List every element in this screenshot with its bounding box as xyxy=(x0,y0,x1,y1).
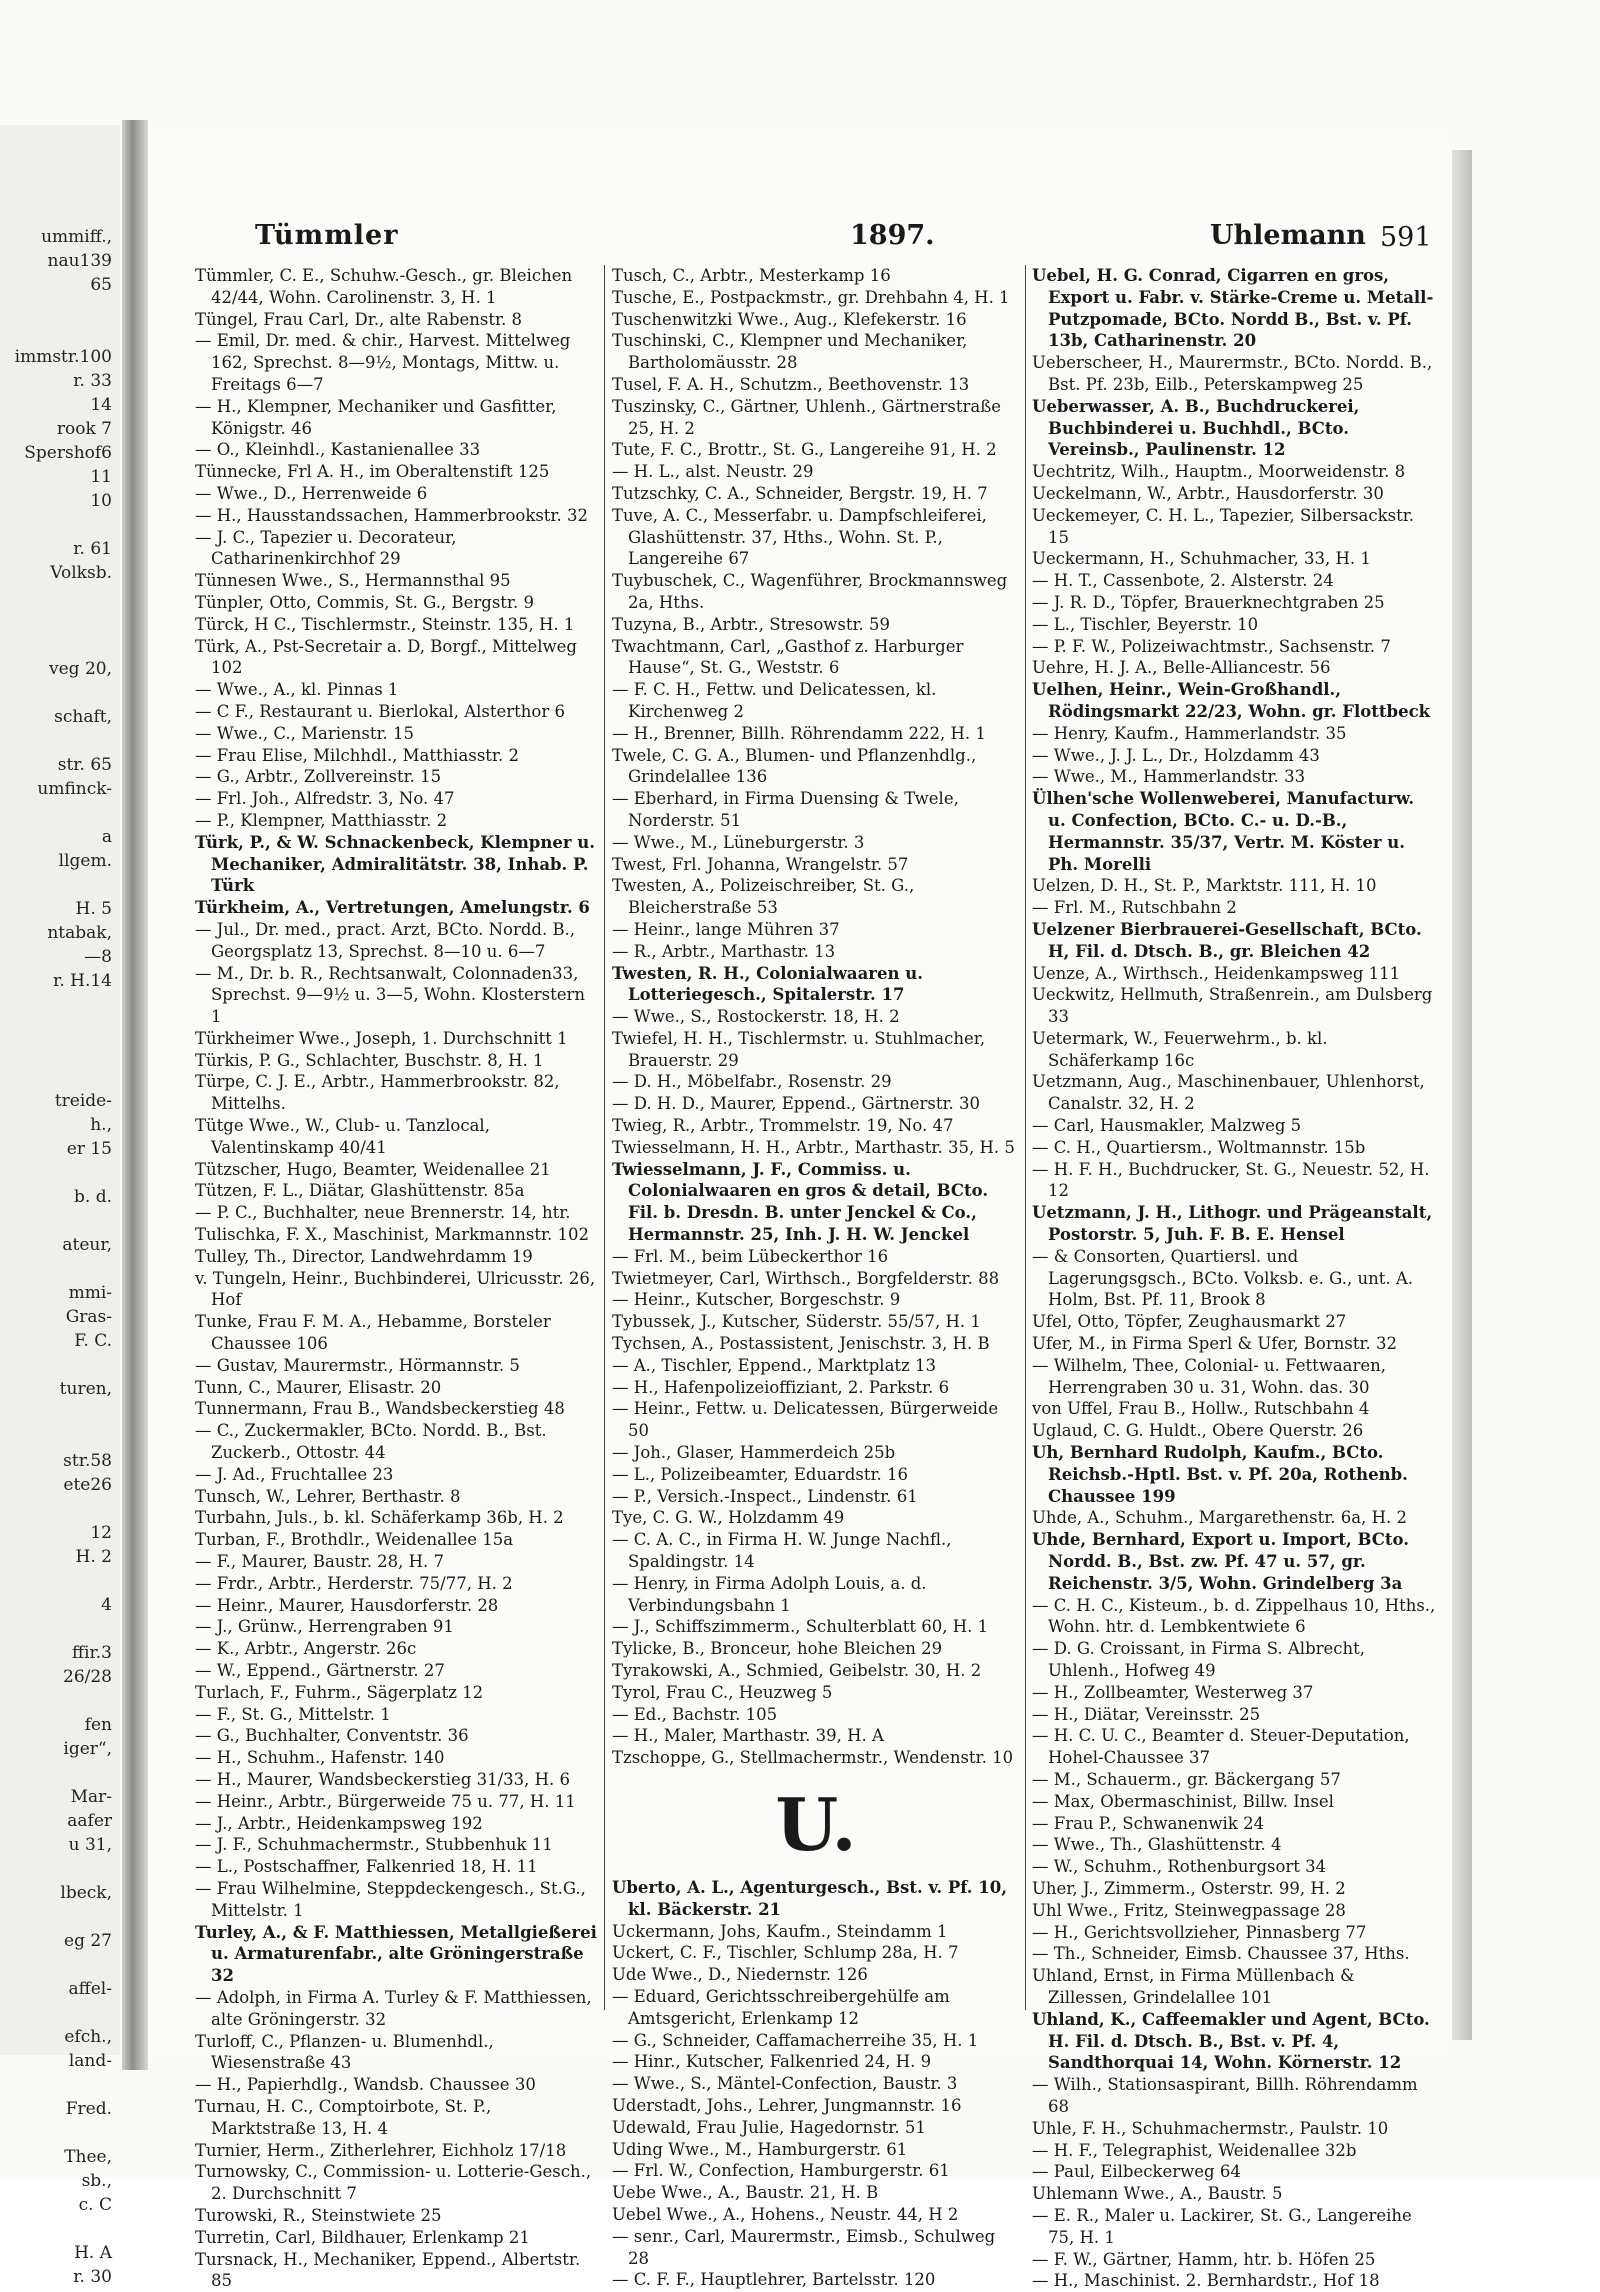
directory-entry: — H. F. H., Buchdrucker, St. G., Neuestr. 52, H. 12 xyxy=(1032,1159,1430,1201)
directory-entry: Uderstadt, Johs., Lehrer, Jungmannstr. 16 xyxy=(612,2095,962,2115)
margin-text-line: 26/28 xyxy=(63,1667,112,1687)
margin-text-line: Thee, xyxy=(64,2147,112,2167)
directory-entry: Tützen, F. L., Diätar, Glashüttenstr. 85a xyxy=(195,1181,525,1201)
directory-entry: Uebel Wwe., A., Hohens., Neustr. 44, H 2 xyxy=(612,2204,959,2224)
directory-entry: Ude Wwe., D., Niedernstr. 126 xyxy=(612,1965,868,1985)
directory-entry: — Th., Schneider, Eimsb. Chaussee 37, Hths. xyxy=(1032,1944,1410,1964)
directory-entry: — L., Polizeibeamter, Eduardstr. 16 xyxy=(612,1464,909,1484)
page-header xyxy=(200,220,1432,260)
directory-entry: von Uffel, Frau B., Hollw., Rutschbahn 4 xyxy=(1032,1399,1370,1419)
margin-text-line: ffir.3 xyxy=(72,1643,112,1663)
directory-entry: Türkheimer Wwe., Joseph, 1. Durchschnitt 1 xyxy=(195,1028,568,1048)
margin-text-line xyxy=(2,1497,118,1521)
directory-entry: Ueckwitz, Hellmuth, Straßenrein., am Dulsberg 33 xyxy=(1032,985,1433,1027)
directory-entry: Turnowsky, C., Commission- u. Lotterie-Gesch., 2. Durchschnitt 7 xyxy=(195,2162,592,2204)
header-right-title: Uhlemann xyxy=(1210,220,1366,251)
directory-entry: Türk, P., & W. Schnackenbeck, Klempner u. Mechaniker, Admiralitätstr. 38, Inhab. P. Türk xyxy=(195,832,596,896)
directory-entry: Uetermark, W., Feuerwehrm., b. kl. Schäferkamp 16c xyxy=(1032,1028,1328,1070)
directory-entry: Uelzen, D. H., St. P., Marktstr. 111, H. 10 xyxy=(1032,876,1377,896)
directory-entry: — H., Hafenpolizeioffiziant, 2. Parkstr. 6 xyxy=(612,1377,950,1397)
directory-entry: Uelzener Bierbrauerei-Gesellschaft, BCto. H, Fil. d. Dtsch. B., gr. Bleichen 42 xyxy=(1032,919,1422,961)
directory-entry: Uhle, F. H., Schuhmachermstr., Paulstr. 10 xyxy=(1032,2118,1389,2138)
margin-text-line: iger“, xyxy=(63,1739,112,1759)
margin-text-line xyxy=(2,2121,118,2145)
directory-entry: Tyrakowski, A., Schmied, Geibelstr. 30, H. 2 xyxy=(612,1661,982,1680)
directory-entry: Uelhen, Heinr., Wein-Großhandl., Rödingsmarkt 22/23, Wohn. gr. Flottbeck xyxy=(1032,680,1431,721)
margin-text-line: str.58 xyxy=(63,1451,112,1471)
directory-entry: — Eduard, Gerichtsschreibergehülfe am Amtsgericht, Erlenkamp 12 xyxy=(612,1986,950,2028)
directory-entry: — Wwe., M., Lüneburgerstr. 3 xyxy=(612,832,865,852)
directory-entry: Tzschoppe, G., Stellmachermstr., Wendenstr. 10 xyxy=(612,1748,1014,1768)
directory-entry: Uhland, K., Caffeemakler und Agent, BCto. H. Fil. d. Dtsch. B., Bst. v. Pf. 4, Sandthorquai 14, Wohn. Körnerstr. 12 xyxy=(1032,2009,1430,2073)
directory-entry: Twiesselmann, J. F., Commiss. u. Colonialwaaren en gros & detail, BCto. Fil. b. Dresdn. B. unter Jenckel & Co., Hermannstr. 25, Inh. J. H. W. Jenckel xyxy=(612,1159,989,1245)
margin-text-line xyxy=(2,1761,118,1785)
directory-entry: — Wwe., S., Mäntel-Confection, Baustr. 3 xyxy=(612,2074,958,2094)
directory-entry: — Frl. M., Rutschbahn 2 xyxy=(1032,898,1237,918)
directory-entry: — Joh., Glaser, Hammerdeich 25b xyxy=(612,1443,896,1463)
margin-text-line xyxy=(2,585,118,609)
directory-entry: — G., Buchhalter, Conventstr. 36 xyxy=(195,1726,469,1746)
directory-entry: — H., Hausstandssachen, Hammerbrookstr. 32 xyxy=(195,505,588,525)
directory-entry: — L., Postschaffner, Falkenried 18, H. 11 xyxy=(195,1857,538,1877)
directory-entry: — F., Maurer, Baustr. 28, H. 7 xyxy=(195,1552,445,1572)
margin-text-line xyxy=(2,873,118,897)
directory-entry: Uebe Wwe., A., Baustr. 21, H. B xyxy=(612,2183,879,2203)
section-letter: U. xyxy=(775,1781,857,1867)
directory-entry: Turloff, C., Pflanzen- u. Blumenhdl., Wiesenstraße 43 xyxy=(195,2031,494,2073)
directory-entry: Ueckemeyer, C. H. L., Tapezier, Silbersackstr. 15 xyxy=(1032,505,1415,547)
margin-text-line: 10 xyxy=(90,491,112,511)
left-margin-text xyxy=(2,225,118,2289)
directory-entry: — P., Klempner, Matthiasstr. 2 xyxy=(195,810,448,830)
directory-entry: — Frau Wilhelmine, Steppdeckengesch., St.G., Mittelstr. 1 xyxy=(195,1878,586,1920)
margin-text-line xyxy=(2,1353,118,1377)
directory-entry: Twiesselmann, H. H., Arbtr., Marthastr. 35, H. 5 xyxy=(612,1137,1015,1157)
directory-entry: — Wwe., Th., Glashüttenstr. 4 xyxy=(1032,1835,1282,1855)
margin-text-line xyxy=(2,1257,118,1281)
margin-text-line: lbeck, xyxy=(60,1883,112,1903)
directory-entry: Ufel, Otto, Töpfer, Zeughausmarkt 27 xyxy=(1032,1312,1347,1332)
margin-text-line: schaft, xyxy=(54,707,112,727)
directory-entry: Uckermann, Johs, Kaufm., Steindamm 1 xyxy=(612,1921,948,1941)
directory-entry: — H., Klempner, Mechaniker und Gasfitter, Königstr. 46 xyxy=(195,396,557,438)
directory-entry: Tuzyna, B., Arbtr., Stresowstr. 59 xyxy=(612,614,891,634)
margin-text-line: H. A xyxy=(74,2243,112,2263)
directory-entry: — Heinr., Maurer, Hausdorferstr. 28 xyxy=(195,1595,499,1615)
margin-text-line: nau139 xyxy=(47,251,112,271)
directory-entry: — Heinr., Arbtr., Bürgerweide 75 u. 77, H. 11 xyxy=(195,1791,576,1811)
margin-text-line: 65 xyxy=(90,275,112,295)
directory-entry: Tuszinsky, C., Gärtner, Uhlenh., Gärtnerstraße 25, H. 2 xyxy=(612,396,1002,438)
margin-text-line: b. d. xyxy=(74,1187,112,1207)
directory-entry: Uetzmann, J. H., Lithogr. und Prägeanstalt, Postorstr. 5, Juh. F. B. E. Hensel xyxy=(1032,1203,1433,1245)
margin-text-line: 4 xyxy=(101,1595,112,1615)
directory-entry: — C. A. C., in Firma H. W. Junge Nachfl., Spaldingstr. 14 xyxy=(612,1530,952,1572)
directory-entry: Uher, J., Zimmerm., Osterstr. 99, H. 2 xyxy=(1032,1878,1346,1898)
directory-entry: Uglaud, C. G. Huldt., Obere Querstr. 26 xyxy=(1032,1421,1364,1441)
directory-entry: — E. R., Maler u. Lackirer, St. G., Langereihe 75, H. 1 xyxy=(1032,2205,1412,2247)
margin-text-line: eg 27 xyxy=(64,1931,112,1951)
directory-entry: Tusche, E., Postpackmstr., gr. Drehbahn 4, H. 1 xyxy=(612,287,1010,307)
directory-entry: — A., Tischler, Eppend., Marktplatz 13 xyxy=(612,1355,936,1375)
margin-text-line: llgem. xyxy=(58,851,112,871)
directory-entry: — Wilhelm, Thee, Colonial- u. Fettwaaren, Herrengraben 30 u. 31, Wohn. das. 30 xyxy=(1032,1355,1387,1397)
directory-entry: — P. F. W., Polizeiwachtmstr., Sachsenstr. 7 xyxy=(1032,636,1391,656)
directory-entry: Uebel, H. G. Conrad, Cigarren en gros, Export u. Fabr. v. Stärke-Creme u. Metall-Putzpomade, BCto. Nordd B., Bst. v. Pf. 13b, Catharinenstr. 20 xyxy=(1032,266,1434,351)
margin-text-line: aafer xyxy=(67,1811,112,1831)
directory-entry: — & Consorten, Quartiersl. und Lagerungsgsch., BCto. Volksb. e. G., unt. A. Holm, Bst. Pf. 11, Brook 8 xyxy=(1032,1246,1413,1310)
directory-entry: Twesten, A., Polizeischreiber, St. G., Bleicherstraße 53 xyxy=(612,876,915,918)
directory-entry: Uhland, Ernst, in Firma Müllenbach & Zillessen, Grindelallee 101 xyxy=(1032,1966,1355,2007)
directory-entry: Tye, C. G. W., Holzdamm 49 xyxy=(612,1508,845,1528)
header-left-title: Tümmler xyxy=(255,220,399,251)
margin-text-line: treide- xyxy=(54,1091,112,1111)
directory-entry: — H., Brenner, Billh. Röhrendamm 222, H. 1 xyxy=(612,723,986,743)
margin-text-line: Volksb. xyxy=(50,563,112,583)
page-number: 591 xyxy=(1380,222,1432,253)
margin-text-line: a xyxy=(101,827,112,847)
directory-entry: — Wwe., M., Hammerlandstr. 33 xyxy=(1032,767,1306,787)
directory-entry: — Gustav, Maurermstr., Hörmannstr. 5 xyxy=(195,1355,520,1375)
directory-entry: — Frl. Joh., Alfredstr. 3, No. 47 xyxy=(195,789,455,809)
directory-entry: Uh, Bernhard Rudolph, Kaufm., BCto. Reichsb.-Hptl. Bst. v. Pf. 20a, Rothenb. Chaussee 199 xyxy=(1032,1443,1408,1506)
directory-entry: Uhde, Bernhard, Export u. Import, BCto. Nordd. B., Bst. zw. Pf. 47 u. 57, gr. Reichenstr. 3/5, Wohn. Grindelberg 3a xyxy=(1032,1530,1409,1593)
directory-entry: — J., Schiffszimmerm., Schulterblatt 60, H. 1 xyxy=(612,1617,989,1637)
directory-entry: Ufer, M., in Firma Sperl & Ufer, Bornstr. 32 xyxy=(1032,1334,1398,1354)
directory-entry: Tuschinski, C., Klempner und Mechaniker, Bartholomäusstr. 28 xyxy=(612,331,968,373)
directory-entry: Uetzmann, Aug., Maschinenbauer, Uhlenhorst, Canalstr. 32, H. 2 xyxy=(1032,1072,1425,1114)
directory-entry: — J. F., Schuhmachermstr., Stubbenhuk 11 xyxy=(195,1835,553,1855)
directory-entry: Tunn, C., Maurer, Elisastr. 20 xyxy=(195,1377,442,1397)
directory-entry: — Frau P., Schwanenwik 24 xyxy=(1032,1813,1265,1833)
directory-entry: Ueberwasser, A. B., Buchdruckerei, Buchbinderei u. Buchhdl., BCto. Vereinsb., Paulinenstr. 12 xyxy=(1032,396,1360,460)
directory-page xyxy=(150,125,1450,2291)
directory-entry: — G., Arbtr., Zollvereinstr. 15 xyxy=(195,767,442,787)
directory-entry: — J. Ad., Fruchtallee 23 xyxy=(195,1464,394,1484)
directory-entry: — C., Zuckermakler, BCto. Nordd. B., Bst. Zuckerb., Ottostr. 44 xyxy=(195,1421,547,1463)
directory-entry: — senr., Carl, Maurermstr., Eimsb., Schulweg 28 xyxy=(612,2226,996,2268)
margin-text-line: ntabak, xyxy=(47,923,112,943)
directory-entry: — Wwe., J. J. L., Dr., Holzdamm 43 xyxy=(1032,745,1320,765)
margin-text-line xyxy=(2,609,118,633)
directory-entry: — H., Diätar, Vereinsstr. 25 xyxy=(1032,1704,1261,1724)
margin-text-line xyxy=(2,993,118,1017)
directory-entry: Uhlemann Wwe., A., Baustr. 5 xyxy=(1032,2184,1283,2204)
margin-text-line: sb., xyxy=(81,2171,112,2191)
margin-text-line: immstr.100 xyxy=(14,347,112,367)
directory-entry: Tusel, F. A. H., Schutzm., Beethovenstr. 13 xyxy=(612,374,970,394)
margin-text-line: c. C xyxy=(78,2195,112,2215)
margin-text-line xyxy=(2,1953,118,1977)
directory-entry: — J. R. D., Töpfer, Brauerknechtgraben 25 xyxy=(1032,592,1385,612)
directory-entry: — Frl. W., Confection, Hamburgerstr. 61 xyxy=(612,2161,950,2181)
margin-text-line xyxy=(2,1425,118,1449)
margin-text-line: h., xyxy=(90,1115,112,1135)
margin-text-line xyxy=(2,729,118,753)
directory-entry: — H., Gerichtsvollzieher, Pinnasberg 77 xyxy=(1032,1922,1367,1942)
directory-entry: — J., Arbtr., Heidenkampsweg 192 xyxy=(195,1813,483,1833)
directory-entry: — Wwe., S., Rostockerstr. 18, H. 2 xyxy=(612,1007,900,1027)
directory-entry: Ueckermann, H., Schuhmacher, 33, H. 1 xyxy=(1032,549,1371,569)
book-gutter xyxy=(122,120,148,2070)
directory-entry: — H., Maler, Marthastr. 39, H. A xyxy=(612,1726,884,1746)
margin-text-line: F. C. xyxy=(74,1331,112,1351)
directory-entry: Tyrol, Frau C., Heuzweg 5 xyxy=(612,1682,833,1702)
margin-text-line: str. 65 xyxy=(57,755,112,775)
margin-text-line xyxy=(2,2001,118,2025)
directory-entry: — Heinr., Kutscher, Borgeschstr. 9 xyxy=(612,1290,901,1310)
directory-entry: — Wwe., C., Marienstr. 15 xyxy=(195,723,415,743)
header-year: 1897. xyxy=(850,220,935,251)
directory-entry: — Eberhard, in Firma Duensing & Twele, Norderstr. 51 xyxy=(612,789,959,830)
directory-entry: Twietmeyer, Carl, Wirthsch., Borgfelderstr. 88 xyxy=(612,1268,1000,1288)
directory-entry: Udewald, Frau Julie, Hagedornstr. 51 xyxy=(612,2117,926,2137)
directory-entry: Turley, A., & F. Matthiessen, Metallgießerei u. Armaturenfabr., alte Gröningerstraße 32 xyxy=(195,1922,597,1986)
directory-entry: — F., St. G., Mittelstr. 1 xyxy=(195,1704,391,1724)
directory-entry: — Henry, in Firma Adolph Louis, a. d. Verbindungsbahn 1 xyxy=(612,1573,927,1615)
margin-text-line: r. 61 xyxy=(73,539,112,559)
margin-text-line: r. 30 xyxy=(73,2267,112,2287)
directory-entry: Türck, H C., Tischlermstr., Steinstr. 135, H. 1 xyxy=(195,614,575,634)
directory-entry: Tusch, C., Arbtr., Mesterkamp 16 xyxy=(612,266,891,285)
directory-entry: — K., Arbtr., Angerstr. 26c xyxy=(195,1639,417,1659)
directory-entry: — Emil, Dr. med. & chir., Harvest. Mittelweg 162, Sprechst. 8—9½, Montags, Mittw. u. Freitags 6—7 xyxy=(195,331,571,394)
directory-column-3 xyxy=(1032,265,1437,2292)
directory-entry: Tybussek, J., Kutscher, Süderstr. 55/57, H. 1 xyxy=(612,1312,981,1332)
directory-entry: — M., Schauerm., gr. Bäckergang 57 xyxy=(1032,1769,1341,1789)
directory-entry: v. Tungeln, Heinr., Buchbinderei, Ulricusstr. 26, Hof xyxy=(195,1268,596,1310)
directory-entry: Uhl Wwe., Fritz, Steinwegpassage 28 xyxy=(1032,1900,1346,1920)
directory-entry: Uding Wwe., M., Hamburgerstr. 61 xyxy=(612,2139,908,2159)
directory-entry: — F. C. H., Fettw. und Delicatessen, kl. Kirchenweg 2 xyxy=(612,680,937,721)
directory-entry: Tulischka, F. X., Maschinist, Markmannstr. 102 xyxy=(195,1225,590,1245)
directory-entry: — Ed., Bachstr. 105 xyxy=(612,1704,778,1724)
directory-entry: Tutzschky, C. A., Schneider, Bergstr. 19, H. 7 xyxy=(612,483,988,503)
margin-text-line: H. 2 xyxy=(75,1547,112,1567)
margin-text-line: H. 5 xyxy=(75,899,112,919)
directory-entry: Uckert, C. F., Tischler, Schlump 28a, H. 7 xyxy=(612,1943,959,1963)
margin-text-line: 12 xyxy=(90,1523,112,1543)
directory-entry: Tuschenwitzki Wwe., Aug., Klefekerstr. 16 xyxy=(612,309,967,329)
directory-entry: Tulley, Th., Director, Landwehrdamm 19 xyxy=(195,1246,533,1266)
directory-entry: Twesten, R. H., Colonialwaaren u. Lotteriegesch., Spitalerstr. 17 xyxy=(612,963,923,1005)
margin-text-line xyxy=(2,1065,118,1089)
directory-entry: Tute, F. C., Brottr., St. G., Langereihe 91, H. 2 xyxy=(612,440,997,460)
margin-text-line: u 31, xyxy=(68,1835,112,1855)
directory-entry: Twiefel, H. H., Tischlermstr. u. Stuhlmacher, Brauerstr. 29 xyxy=(612,1028,986,1070)
margin-text-line: 14 xyxy=(90,395,112,415)
directory-entry: Ueberscheer, H., Maurermstr., BCto. Nordd. B., Bst. Pf. 23b, Eilb., Peterskampweg 25 xyxy=(1032,353,1433,394)
directory-entry: — Jul., Dr. med., pract. Arzt, BCto. Nordd. B., Georgsplatz 13, Sprechst. 8—10 u. 6—7 xyxy=(195,919,576,961)
directory-entry: Tünnesen Wwe., S., Hermannsthal 95 xyxy=(195,571,511,591)
directory-entry: — H. L., alst. Neustr. 29 xyxy=(612,462,814,482)
margin-text-line: 11 xyxy=(90,467,112,487)
margin-text-line: affel- xyxy=(68,1979,112,1999)
directory-entry: Twele, C. G. A., Blumen- und Pflanzenhdlg., Grindelallee 136 xyxy=(612,745,977,787)
directory-entry: — W., Eppend., Gärtnerstr. 27 xyxy=(195,1661,445,1680)
directory-entry: Ueckelmann, W., Arbtr., Hausdorferstr. 30 xyxy=(1032,483,1384,503)
directory-entry: — Wwe., D., Herrenweide 6 xyxy=(195,483,428,503)
directory-entry: — M., Dr. b. R., Rechtsanwalt, Colonnaden33, Sprechst. 9—9½ u. 3—5, Wohn. Klosterstern 1 xyxy=(195,963,585,1027)
margin-text-line: ummiff., xyxy=(41,227,112,247)
margin-text-line: —8 xyxy=(84,947,112,967)
margin-text-line xyxy=(2,297,118,321)
margin-text-line xyxy=(2,1161,118,1185)
margin-text-line: Mar- xyxy=(70,1787,112,1807)
directory-entry: — Henry, Kaufm., Hammerlandstr. 35 xyxy=(1032,723,1347,743)
directory-entry: Tützscher, Hugo, Beamter, Weidenallee 21 xyxy=(195,1159,551,1179)
directory-entry: Türpe, C. J. E., Arbtr., Hammerbrookstr. 82, Mittelhs. xyxy=(195,1072,560,1114)
directory-entry: Tümmler, C. E., Schuhw.-Gesch., gr. Bleichen 42/44, Wohn. Carolinenstr. 3, H. 1 xyxy=(195,266,573,307)
margin-text-line xyxy=(2,1689,118,1713)
margin-text-line xyxy=(2,1041,118,1065)
margin-text-line: ateur, xyxy=(62,1235,112,1255)
directory-entry: Twachtmann, Carl, „Gasthof z. Harburger Hause“, St. G., Weststr. 6 xyxy=(612,636,964,678)
directory-entry: — D. H. D., Maurer, Eppend., Gärtnerstr. 30 xyxy=(612,1094,981,1114)
left-page-fragment xyxy=(0,125,120,2287)
margin-text-line xyxy=(2,1401,118,1425)
directory-entry: Türk, A., Pst-Secretair a. D, Borgf., Mittelweg 102 xyxy=(195,636,577,678)
margin-text-line: Spershof6 xyxy=(24,443,112,463)
directory-entry: Tuve, A. C., Messerfabr. u. Dampfschleiferei, Glashüttenstr. 37, Hths., Wohn. St. P., Langereihe 67 xyxy=(612,505,987,569)
margin-text-line: rook 7 xyxy=(56,419,112,439)
margin-text-line xyxy=(2,2073,118,2097)
directory-entry: — O., Kleinhdl., Kastanienallee 33 xyxy=(195,440,481,460)
directory-entry: — H., Schuhm., Hafenstr. 140 xyxy=(195,1748,445,1768)
column-divider xyxy=(604,265,605,2010)
directory-entry: Tuybuschek, C., Wagenführer, Brockmannsweg 2a, Hths. xyxy=(612,571,1008,612)
margin-text-line xyxy=(2,321,118,345)
margin-text-line: turen, xyxy=(59,1379,112,1399)
directory-entry: — Frau Elise, Milchhdl., Matthiasstr. 2 xyxy=(195,745,519,765)
directory-entry: — J., Grünw., Herrengraben 91 xyxy=(195,1617,454,1637)
directory-entry: Tünnecke, Frl A. H., im Oberaltenstift 125 xyxy=(195,462,550,482)
margin-text-line: fen xyxy=(84,1715,112,1735)
directory-entry: — H., Zollbeamter, Westerweg 37 xyxy=(1032,1682,1314,1702)
page-edge-shadow xyxy=(1452,150,1472,2040)
directory-entry: Tüngel, Frau Carl, Dr., alte Rabenstr. 8 xyxy=(195,309,523,329)
directory-entry: Turbahn, Juls., b. kl. Schäferkamp 36b, H. 2 xyxy=(195,1508,564,1528)
margin-text-line xyxy=(2,801,118,825)
directory-entry: Twieg, R., Arbtr., Trommelstr. 19, No. 47 xyxy=(612,1116,954,1136)
directory-entry: — Hinr., Kutscher, Falkenried 24, H. 9 xyxy=(612,2052,932,2072)
directory-entry: Turban, F., Brothdlr., Weidenallee 15a xyxy=(195,1530,514,1550)
directory-entry: Uberto, A. L., Agenturgesch., Bst. v. Pf. 10, kl. Bäckerstr. 21 xyxy=(612,1877,1007,1919)
margin-text-line: r. H.14 xyxy=(53,971,112,991)
directory-entry: — Wwe., A., kl. Pinnas 1 xyxy=(195,680,399,700)
directory-entry: — D. G. Croissant, in Firma S. Albrecht, Uhlenh., Hofweg 49 xyxy=(1032,1639,1366,1680)
directory-entry: — H. T., Cassenbote, 2. Alsterstr. 24 xyxy=(1032,571,1334,591)
directory-entry: Turlach, F., Fuhrm., Sägerplatz 12 xyxy=(195,1682,484,1702)
directory-entry: — C. H. C., Kisteum., b. d. Zippelhaus 10, Hths., Wohn. htr. d. Lembkentwiete 6 xyxy=(1032,1595,1436,1637)
directory-entry: — R., Arbtr., Marthastr. 13 xyxy=(612,941,836,961)
directory-entry: Uenze, A., Wirthsch., Heidenkampsweg 111 xyxy=(1032,963,1401,983)
directory-entry: — H. F., Telegraphist, Weidenallee 32b xyxy=(1032,2140,1357,2160)
directory-entry: Uechtritz, Wilh., Hauptm., Moorweidenstr. 8 xyxy=(1032,462,1406,482)
margin-text-line: veg 20, xyxy=(49,659,112,679)
directory-entry: Tunsch, W., Lehrer, Berthastr. 8 xyxy=(195,1486,461,1506)
directory-entry: Türkheim, A., Vertretungen, Amelungstr. 6 xyxy=(195,898,590,918)
directory-entry: Turowski, R., Steinstwiete 25 xyxy=(195,2205,442,2225)
directory-entry: — H., Maschinist. 2. Bernhardstr., Hof 18 xyxy=(1032,2271,1380,2291)
directory-entry: Türkis, P. G., Schlachter, Buschstr. 8, H. 1 xyxy=(195,1050,544,1070)
directory-entry: Tünpler, Otto, Commis, St. G., Bergstr. 9 xyxy=(195,592,534,612)
directory-entry: — Heinr., lange Mühren 37 xyxy=(612,919,840,939)
margin-text-line xyxy=(2,1017,118,1041)
directory-entry: — D. H., Möbelfabr., Rosenstr. 29 xyxy=(612,1072,892,1092)
margin-text-line xyxy=(2,2217,118,2241)
directory-entry: — H., Maurer, Wandsbeckerstieg 31/33, H. 6 xyxy=(195,1769,571,1789)
margin-text-line: r. 33 xyxy=(73,371,112,391)
margin-text-line xyxy=(2,1209,118,1233)
directory-entry: — Carl, Hausmakler, Malzweg 5 xyxy=(1032,1116,1302,1136)
directory-entry: Turnau, H. C., Comptoirbote, St. P., Marktstraße 13, H. 4 xyxy=(195,2096,492,2138)
directory-entry: Tunke, Frau F. M. A., Hebamme, Borsteler Chaussee 106 xyxy=(195,1312,551,1354)
margin-text-line: ete26 xyxy=(63,1475,112,1495)
directory-entry: — H. C. U. C., Beamter d. Steuer-Deputation, Hohel-Chaussee 37 xyxy=(1032,1726,1410,1768)
directory-entry: — F. W., Gärtner, Hamm, htr. b. Höfen 25 xyxy=(1032,2249,1376,2269)
directory-entry: — Frdr., Arbtr., Herderstr. 75/77, H. 2 xyxy=(195,1573,513,1593)
directory-entry: Tychsen, A., Postassistent, Jenischstr. 3, H. B xyxy=(612,1334,990,1354)
directory-entry: Turretin, Carl, Bildhauer, Erlenkamp 21 xyxy=(195,2227,530,2247)
directory-entry: — C. H., Quartiersm., Woltmannstr. 15b xyxy=(1032,1137,1366,1157)
directory-entry: — Wilh., Stationsaspirant, Billh. Röhrendamm 68 xyxy=(1032,2075,1418,2116)
margin-text-line xyxy=(2,681,118,705)
directory-entry: — Max, Obermaschinist, Billw. Insel xyxy=(1032,1791,1334,1811)
directory-entry: Twest, Frl. Johanna, Wrangelstr. 57 xyxy=(612,854,909,874)
margin-text-line xyxy=(2,1617,118,1641)
margin-text-line: umfinck- xyxy=(37,779,112,799)
directory-entry: Tylicke, B., Bronceur, hohe Bleichen 29 xyxy=(612,1639,943,1659)
directory-entry: — H., Papierhdlg., Wandsb. Chaussee 30 xyxy=(195,2075,536,2095)
margin-text-line: Gras- xyxy=(65,1307,112,1327)
margin-text-line: Fred. xyxy=(65,2099,112,2119)
directory-entry: — Adolph, in Firma A. Turley & F. Matthiessen, alte Gröningerstr. 32 xyxy=(195,1987,592,2029)
directory-entry: — Frl. M., beim Lübeckerthor 16 xyxy=(612,1246,889,1266)
margin-text-line xyxy=(2,1905,118,1929)
directory-entry: — W., Schuhm., Rothenburgsort 34 xyxy=(1032,1857,1327,1877)
directory-entry: — Paul, Eilbeckerweg 64 xyxy=(1032,2162,1241,2182)
directory-column-1 xyxy=(195,265,600,2292)
directory-entry: — C F., Restaurant u. Bierlokal, Alsterthor 6 xyxy=(195,701,565,721)
margin-text-line: mmi- xyxy=(68,1283,112,1303)
directory-entry: — C. F. F., Hauptlehrer, Bartelsstr. 120 xyxy=(612,2270,936,2290)
directory-entry: Turnier, Herm., Zitherlehrer, Eichholz 17/18 xyxy=(195,2140,567,2160)
directory-entry: Ülhen'sche Wollenweberei, Manufacturw. u. Confection, BCto. C.- u. D.-B., Hermannstr. 35/37, Vertr. M. Köster u. Ph. Morelli xyxy=(1032,789,1415,874)
directory-entry: — P., Versich.-Inspect., Lindenstr. 61 xyxy=(612,1486,918,1506)
margin-text-line xyxy=(2,633,118,657)
margin-text-line xyxy=(2,513,118,537)
directory-entry: — G., Schneider, Caffamacherreihe 35, H. 1 xyxy=(612,2030,979,2050)
directory-entry: Uhde, A., Schuhm., Margarethenstr. 6a, H. 2 xyxy=(1032,1508,1407,1528)
margin-text-line: er 15 xyxy=(66,1139,112,1159)
margin-text-line: land- xyxy=(68,2051,112,2071)
directory-entry: Tunnermann, Frau B., Wandsbeckerstieg 48 xyxy=(195,1399,565,1419)
column-divider xyxy=(1025,265,1026,2010)
directory-entry: — J. C., Tapezier u. Decorateur, Catharinenkirchhof 29 xyxy=(195,527,457,569)
directory-entry: — Heinr., Fettw. u. Delicatessen, Bürgerweide 50 xyxy=(612,1399,999,1441)
margin-text-line xyxy=(2,1857,118,1881)
directory-entry: — P. C., Buchhalter, neue Brennerstr. 14, htr. xyxy=(195,1203,571,1223)
directory-entry: — L., Tischler, Beyerstr. 10 xyxy=(1032,614,1259,634)
directory-column-2 xyxy=(612,265,1020,2291)
directory-entry: Uehre, H. J. A., Belle-Alliancestr. 56 xyxy=(1032,658,1331,678)
directory-entry: Tütge Wwe., W., Club- u. Tanzlocal, Valentinskamp 40/41 xyxy=(195,1116,490,1157)
margin-text-line xyxy=(2,1569,118,1593)
margin-text-line: efch., xyxy=(64,2027,112,2047)
directory-entry: Tursnack, H., Mechaniker, Eppend., Albertstr. 85 xyxy=(195,2249,581,2291)
